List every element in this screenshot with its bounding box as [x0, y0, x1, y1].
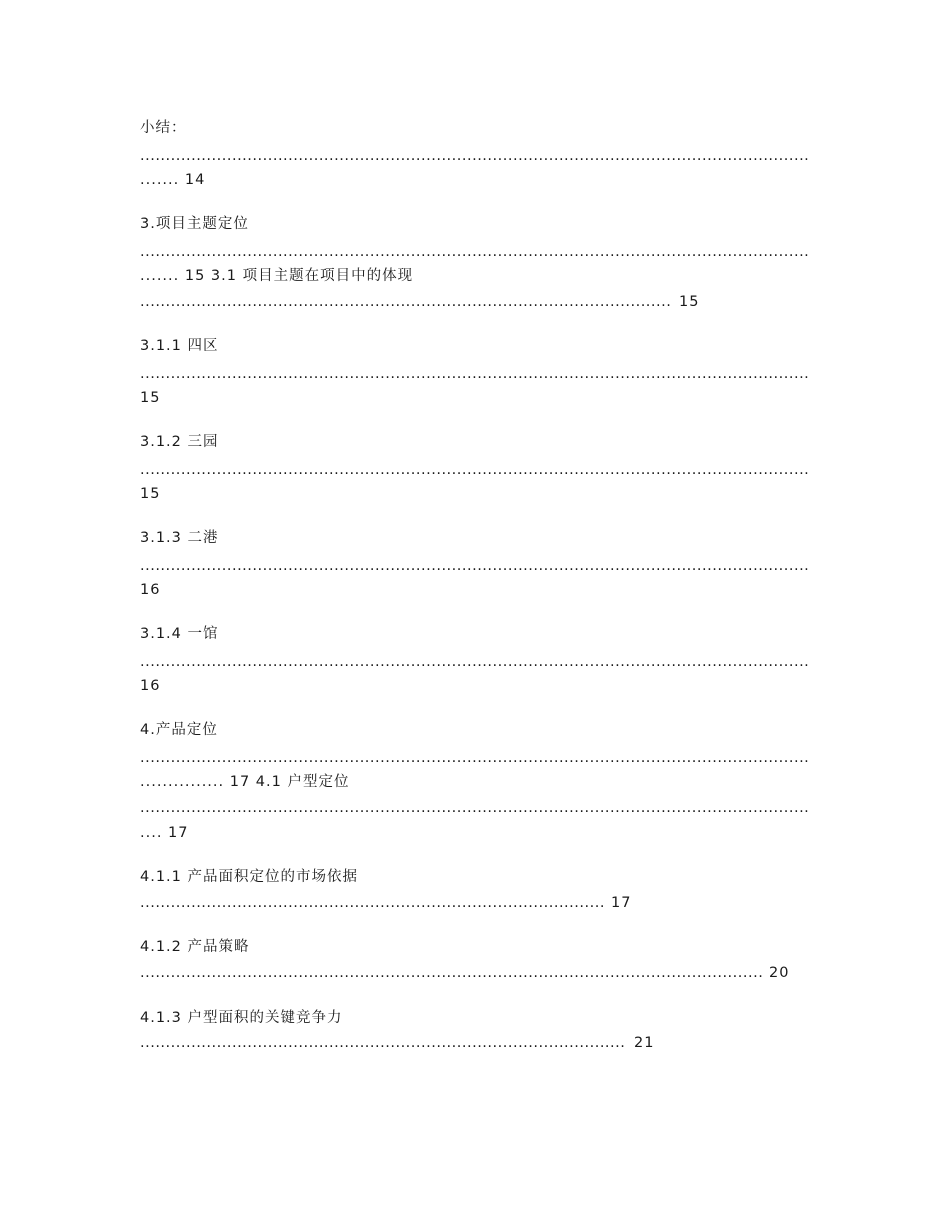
toc-page-number: 21 — [634, 1035, 655, 1051]
toc-title: 4.产品定位 — [140, 722, 218, 738]
toc-title: 3.1.3 二港 — [140, 530, 219, 546]
toc-page-number: 15 — [140, 390, 161, 406]
dot-leader — [140, 653, 808, 671]
toc-page-number: 15 — [140, 486, 161, 502]
toc-continuation: ....... 14 — [140, 172, 206, 188]
toc-title: 4.1.3 户型面积的关键竞争力 — [140, 1010, 343, 1026]
dot-leader — [140, 964, 762, 982]
toc-title: 3.1.4 一馆 — [140, 626, 219, 642]
dot-leader — [140, 749, 808, 767]
dot-leader — [140, 243, 808, 261]
toc-page-number: 17 — [611, 895, 632, 911]
toc-title: 小结： — [140, 120, 187, 136]
toc-continuation: .... 17 — [140, 825, 189, 841]
dot-leader — [140, 894, 604, 912]
toc-page-number: 15 — [679, 294, 700, 310]
toc-page-number: 16 — [140, 678, 161, 694]
dot-leader — [140, 799, 808, 817]
toc-continuation: ............... 17 4.1 户型定位 — [140, 774, 350, 790]
toc-page-number: 20 — [769, 965, 790, 981]
dot-leader — [140, 557, 808, 575]
toc-title: 3.1.2 三园 — [140, 434, 219, 450]
toc-page-number: 16 — [140, 582, 161, 598]
toc-continuation: ....... 15 3.1 项目主题在项目中的体现 — [140, 268, 414, 284]
toc-title: 4.1.1 产品面积定位的市场依据 — [140, 869, 359, 885]
toc-title: 3.1.1 四区 — [140, 338, 219, 354]
toc-title: 4.1.2 产品策略 — [140, 939, 250, 955]
dot-leader — [140, 1034, 626, 1052]
dot-leader — [140, 147, 808, 165]
dot-leader — [140, 365, 808, 383]
dot-leader — [140, 461, 808, 479]
dot-leader — [140, 293, 672, 311]
toc-title: 3.项目主题定位 — [140, 216, 249, 232]
